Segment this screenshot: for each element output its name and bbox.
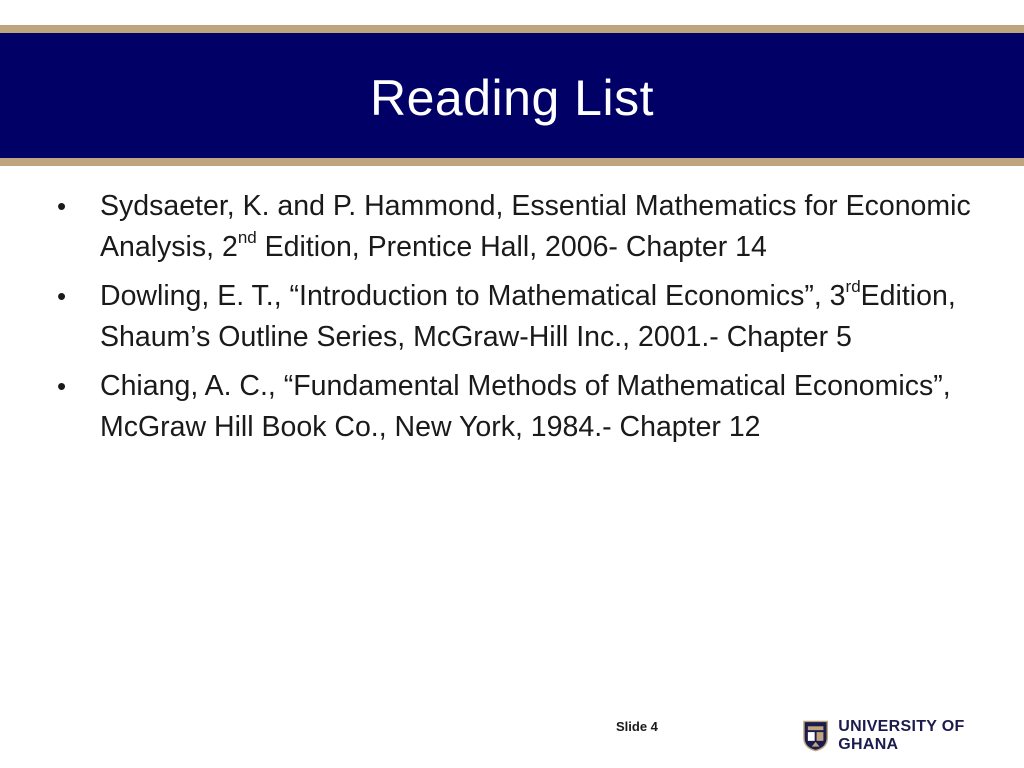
bullet-icon: • xyxy=(57,281,67,311)
slide-number: Slide 4 xyxy=(616,719,658,734)
university-crest-icon xyxy=(803,720,828,752)
university-logo xyxy=(803,718,1024,754)
reference-text: Chiang, A. C., “Fundamental Methods of Mathematical Economics”, McGraw Hill Book Co., New York, 1984.- Chapter 12 xyxy=(100,370,951,443)
bullet-icon: • xyxy=(57,191,67,221)
slide-title: Reading List xyxy=(370,69,654,126)
reference-item xyxy=(55,186,985,268)
top-gold-rule xyxy=(0,25,1024,33)
reference-text-cont: Edition, Prentice Hall, 2006- Chapter 14 xyxy=(256,231,767,263)
title-band xyxy=(0,33,1024,158)
reference-text: Sydsaeter, K. and P. Hammond, Essential Mathematics for Economic Analysis, 2 xyxy=(100,190,971,263)
institution-name: UNIVERSITY OF GHANA xyxy=(838,718,965,753)
reference-item xyxy=(55,366,985,448)
reference-item xyxy=(55,276,985,358)
reference-superscript: rd xyxy=(845,277,861,296)
reading-list xyxy=(55,186,985,456)
reference-superscript: nd xyxy=(237,228,257,247)
reference-text-cont: Edition, Shaum’s Outline Series, McGraw-Hill Inc., 2001.- Chapter 5 xyxy=(100,280,956,353)
bullet-icon: • xyxy=(57,371,67,401)
reference-text: Dowling, E. T., “Introduction to Mathematical Economics”, 3 xyxy=(100,280,846,312)
bottom-gold-rule xyxy=(0,158,1024,166)
